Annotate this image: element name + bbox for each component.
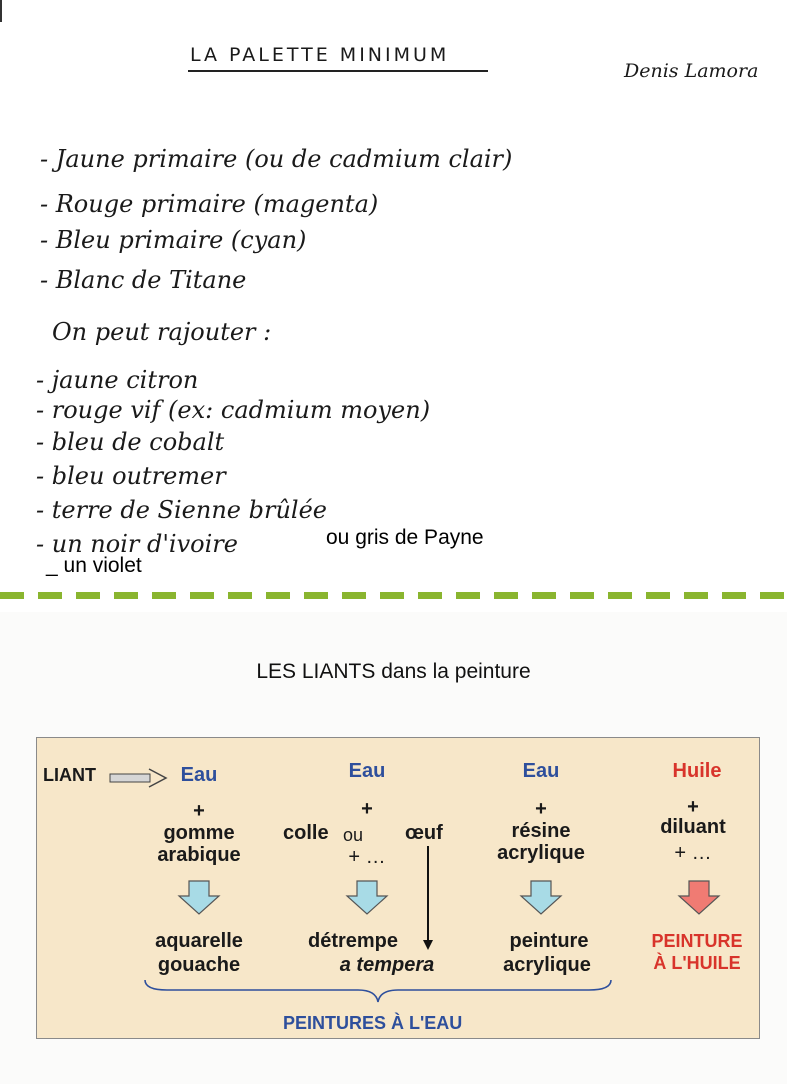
list-item: - Blanc de Titane xyxy=(40,266,247,294)
plus-sign: + xyxy=(193,800,205,822)
down-arrow-icon xyxy=(677,880,721,916)
additive: diluant xyxy=(660,816,726,838)
binder-water-3: Eau xyxy=(522,760,560,782)
list-item: - rouge vif (ex: cadmium moyen) xyxy=(36,396,431,424)
list-item: - Jaune primaire (ou de cadmium clair) xyxy=(40,145,513,173)
list-item: - bleu outremer xyxy=(36,462,226,490)
additive: gomme xyxy=(163,822,235,844)
dashed-divider xyxy=(0,592,787,599)
plus-sign: + xyxy=(361,798,373,820)
binder-water-2: Eau xyxy=(348,760,386,782)
liant-label: LIANT xyxy=(43,765,96,785)
result-paint: gouache xyxy=(157,954,241,976)
plus-more: + … xyxy=(674,842,712,864)
list-item: - un noir d'ivoire xyxy=(36,530,238,558)
additive-glue: colle xyxy=(283,822,329,844)
result-paint: aquarelle xyxy=(155,930,243,952)
list-item: - Rouge primaire (magenta) xyxy=(40,190,379,218)
binders-diagram xyxy=(36,737,760,1039)
section-title: LES LIANTS dans la peinture xyxy=(256,660,531,683)
palette-title: LA PALETTE MINIMUM xyxy=(190,44,450,66)
list-item: - jaune citron xyxy=(36,366,199,394)
water-paints-label: PEINTURES À L'EAU xyxy=(283,1013,463,1033)
additions-heading: On peut rajouter : xyxy=(52,318,272,346)
plus-sign: + xyxy=(535,798,547,820)
result-oil-paint: À L'HUILE xyxy=(653,953,741,973)
down-arrow-icon xyxy=(177,880,221,916)
additive-or: ou xyxy=(343,825,364,845)
binder-oil: Huile xyxy=(672,760,722,782)
violet-note: _ un violet xyxy=(46,554,142,577)
list-item: - Bleu primaire (cyan) xyxy=(40,226,307,254)
down-arrow-icon xyxy=(345,880,389,916)
down-arrow-icon xyxy=(519,880,563,916)
water-paints-brace-icon xyxy=(143,978,613,1004)
additive: acrylique xyxy=(497,842,585,864)
bottom-margin xyxy=(0,1050,787,1084)
result-paint: peinture xyxy=(509,930,589,952)
result-paint: détrempe xyxy=(307,930,399,952)
plus-more: + … xyxy=(348,846,386,868)
additive-egg: œuf xyxy=(405,822,443,844)
binder-water-1: Eau xyxy=(180,764,218,786)
result-oil-paint: PEINTURE xyxy=(651,931,743,951)
list-item: - terre de Sienne brûlée xyxy=(36,496,327,524)
additive: résine xyxy=(511,820,571,842)
result-paint: acrylique xyxy=(503,954,591,976)
alt-black-note: ou gris de Payne xyxy=(326,526,484,549)
list-item: - bleu de cobalt xyxy=(36,428,225,456)
scan-corner-mark xyxy=(0,0,2,22)
additive: arabique xyxy=(157,844,241,866)
plus-sign: + xyxy=(687,796,699,818)
title-underline xyxy=(188,70,488,72)
author-signature: Denis Lamora xyxy=(624,60,759,82)
result-paint: a tempera xyxy=(339,954,435,976)
